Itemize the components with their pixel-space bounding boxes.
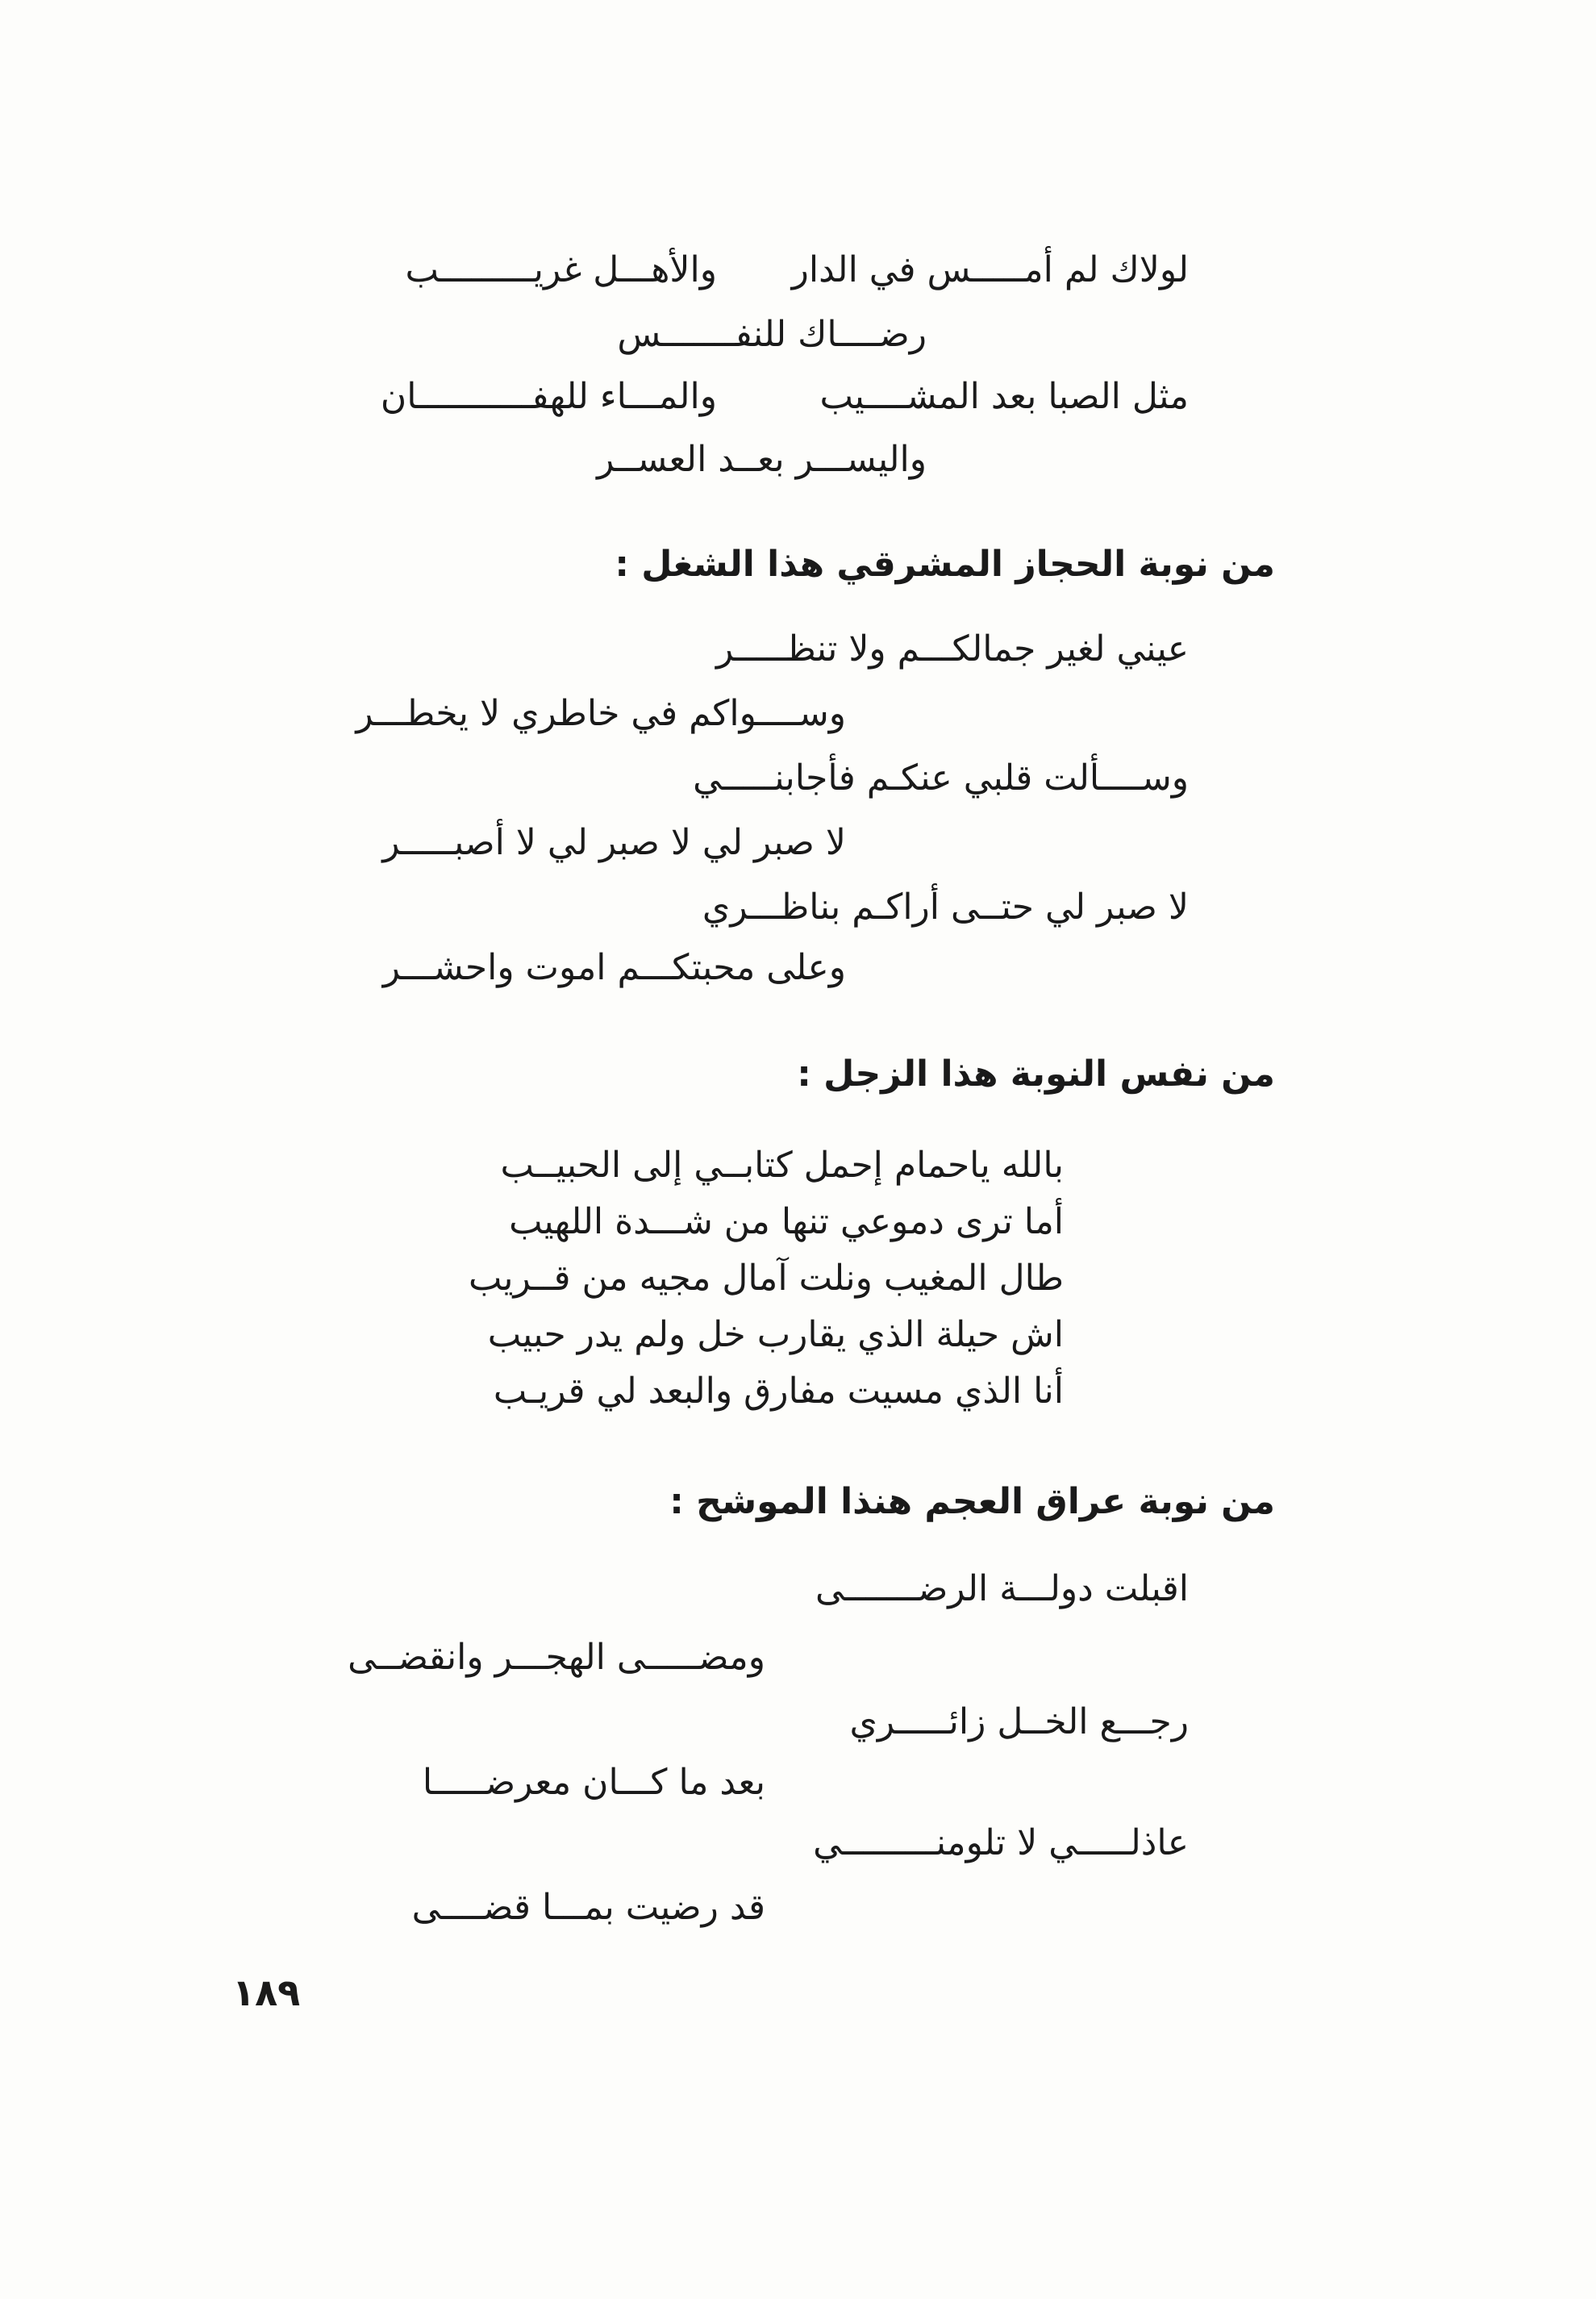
section-heading-3: من نوبة عراق العجم هنذا الموشح : — [669, 1481, 1275, 1522]
verse-line-4-2: ومضـــــى الهجـــر وانقضــى — [348, 1637, 765, 1678]
verse-line-2-5: لا صبر لي حتــى أراكـم بناظـــري — [702, 887, 1189, 928]
verse-line-1-6: واليســـر بعــد العســر — [597, 439, 927, 480]
verse-line-4-4: بعد ما كـــان معرضـــــا — [422, 1762, 765, 1803]
verse-line-2-2: وســــواكم في خاطري لا يخطـــر — [356, 693, 846, 734]
verse-line-2-6: وعلى محبتكـــم اموت واحشـــر — [382, 947, 846, 988]
verse-line-1-5: والمـــاء للهفـــــــــــان — [380, 376, 717, 417]
verse-line-2-3: وســــألت قلبي عنكـم فأجابنـــــي — [693, 757, 1189, 799]
verse-line-4-5: عاذلـــــي لا تلومنـــــــــي — [813, 1822, 1189, 1863]
verse-line-1-2: والأهـــل غريـــــــــب — [405, 249, 717, 290]
verse-line-3-3: طال المغيب ونلت آمال مجيه من قــريب — [469, 1258, 1064, 1299]
verse-line-3-5: أنا الذي مسيت مفارق والبعد لي قريـب — [493, 1371, 1064, 1412]
verse-line-3-1: بالله ياحمام إحمل كتابــي إلى الحبيــب — [500, 1145, 1064, 1186]
section-heading-2: من نفس النوبة هذا الزجل : — [797, 1054, 1275, 1095]
verse-line-4-1: اقبلت دولـــة الرضـــــــى — [815, 1568, 1189, 1609]
verse-line-2-1: عيني لغير جمالكـــم ولا تنظـــــر — [715, 628, 1189, 670]
verse-line-1-3: رضــــاك للنفـــــــس — [617, 314, 927, 355]
page-number: ١٨٩ — [232, 1971, 301, 2014]
verse-line-1-1: لولاك لم أمـــــس في الدار — [791, 249, 1189, 290]
verse-line-1-4: مثل الصبا بعد المشــــيب — [819, 376, 1189, 417]
verse-line-4-6: قد رضيت بمـــا قضــــى — [411, 1887, 765, 1928]
section-heading-1: من نوبة الحجاز المشرقي هذا الشغل : — [615, 544, 1275, 585]
verse-line-2-4: لا صبر لي لا صبر لي لا أصبـــــر — [382, 822, 846, 863]
verse-line-3-4: اش حيلة الذي يقارب خل ولم يدر حبيب — [487, 1314, 1064, 1355]
verse-line-3-2: أما ترى دموعي تنها من شـــدة اللهيب — [509, 1201, 1064, 1242]
verse-line-4-3: رجـــع الخــل زائـــــري — [849, 1701, 1189, 1742]
